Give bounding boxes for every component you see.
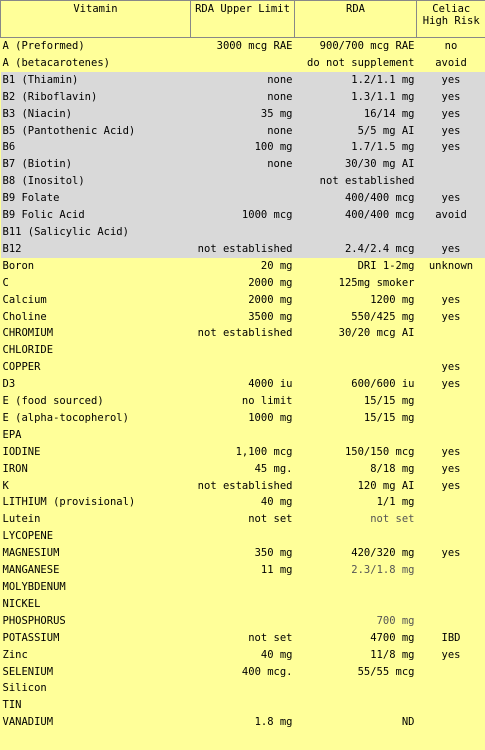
upper-limit-cell: 350 mg <box>254 547 293 560</box>
rda-cell: 8/18 mg <box>370 462 415 475</box>
header-row <box>1 1 485 38</box>
table-row <box>1 55 485 72</box>
upper-limit-cell <box>191 190 295 207</box>
upper-limit-cell: 1000 mcg <box>191 207 295 224</box>
rda-cell: 120 mg AI <box>357 479 415 492</box>
upper-limit-cell <box>191 613 295 630</box>
rda-cell: 5/5 mg AI <box>295 123 417 140</box>
upper-limit-cell: no limit <box>241 395 293 408</box>
nutrient-name: E (food sourced) <box>2 395 104 408</box>
table-row <box>1 596 485 613</box>
nutrient-name: COPPER <box>2 361 41 374</box>
rda-cell: 55/55 mcg <box>357 665 415 678</box>
celiac-cell: yes <box>417 241 485 258</box>
celiac-cell <box>417 173 485 190</box>
rda-cell: not established <box>295 173 417 190</box>
nutrient-name: Choline <box>2 310 47 323</box>
upper-limit-cell <box>191 173 295 190</box>
table-row <box>1 647 485 664</box>
celiac-cell: yes <box>441 445 461 458</box>
table-row <box>1 342 485 359</box>
nutrient-name: NICKEL <box>2 597 41 610</box>
celiac-cell: yes <box>417 106 485 123</box>
table-row <box>1 478 485 495</box>
celiac-cell <box>417 664 485 681</box>
rda-cell: 150/150 mcg <box>344 445 415 458</box>
upper-limit-cell <box>191 427 295 444</box>
table-row <box>1 72 485 89</box>
upper-limit-cell: 45 mg. <box>254 462 293 475</box>
celiac-cell <box>417 511 485 528</box>
table-row <box>1 359 485 376</box>
upper-limit-cell: 35 mg <box>191 106 295 123</box>
nutrient-name: Boron <box>2 259 35 272</box>
celiac-cell <box>417 613 485 630</box>
upper-limit-cell: 4000 iu <box>248 378 293 391</box>
table-row <box>1 38 485 55</box>
rda-cell: 700 mg <box>376 614 415 627</box>
table-row <box>1 292 485 309</box>
celiac-cell <box>417 528 485 545</box>
table-row <box>1 241 485 258</box>
rda-cell <box>295 697 417 714</box>
celiac-cell <box>417 325 485 342</box>
nutrient-name: IRON <box>2 462 28 475</box>
nutrient-name: B9 Folate <box>1 190 191 207</box>
rda-cell: 900/700 mcg RAE <box>319 40 415 52</box>
table-row <box>1 190 485 207</box>
table-row <box>1 106 485 123</box>
nutrient-name: A (Preformed) <box>2 40 85 52</box>
upper-limit-cell <box>191 224 295 241</box>
upper-limit-cell: 11 mg <box>260 564 293 577</box>
table-row <box>1 579 485 596</box>
upper-limit-cell: not established <box>191 241 295 258</box>
celiac-cell <box>417 680 485 697</box>
upper-limit-cell: 1,100 mcg <box>235 445 293 458</box>
upper-limit-cell: 40 mg <box>260 496 293 509</box>
rda-cell: 15/15 mg <box>363 411 415 424</box>
upper-limit-cell: 2000 mg <box>248 293 293 306</box>
rda-cell <box>295 359 417 376</box>
rda-cell: 30/30 mg AI <box>295 156 417 173</box>
rda-cell: 16/14 mg <box>295 106 417 123</box>
header-upper-limit: RDA Upper Limit <box>191 1 295 38</box>
rda-cell: 1/1 mg <box>376 496 415 509</box>
table-row <box>1 444 485 461</box>
table-row <box>1 528 485 545</box>
nutrient-name: TIN <box>2 699 22 712</box>
celiac-cell <box>417 224 485 241</box>
table-row <box>1 511 485 528</box>
upper-limit-cell: not set <box>248 513 293 526</box>
celiac-cell <box>417 156 485 173</box>
rda-cell: 1.2/1.1 mg <box>295 72 417 89</box>
celiac-cell: yes <box>441 547 461 560</box>
rda-cell: 125mg smoker <box>338 276 415 289</box>
nutrient-name: B5 (Pantothenic Acid) <box>1 123 191 140</box>
nutrient-name: A (betacarotenes) <box>2 56 110 69</box>
nutrient-name: B1 (Thiamin) <box>1 72 191 89</box>
celiac-cell: avoid <box>417 207 485 224</box>
nutrient-name: C <box>2 276 9 289</box>
rda-cell: 15/15 mg <box>363 395 415 408</box>
header-rda: RDA <box>295 1 417 38</box>
rda-cell: 2.4/2.4 mcg <box>295 241 417 258</box>
rda-cell: 550/425 mg <box>351 310 415 323</box>
nutrient-name: D3 <box>2 378 16 391</box>
rda-cell: DRI 1-2mg <box>357 259 415 272</box>
celiac-cell: unknown <box>428 259 474 272</box>
table-row <box>1 325 485 342</box>
table-row <box>1 156 485 173</box>
rda-cell: 2.3/1.8 mg <box>351 564 415 577</box>
rda-cell <box>295 528 417 545</box>
nutrient-name: Lutein <box>2 513 41 526</box>
celiac-cell <box>417 562 485 579</box>
nutrient-name: B11 (Salicylic Acid) <box>1 224 191 241</box>
rda-cell: 4700 mg <box>370 631 415 644</box>
table-row <box>1 275 485 292</box>
table-row <box>1 139 485 156</box>
rda-cell <box>295 596 417 613</box>
celiac-cell: IBD <box>441 631 461 644</box>
nutrient-name: IODINE <box>2 445 41 458</box>
rda-cell <box>295 342 417 359</box>
table-row <box>1 309 485 326</box>
celiac-cell <box>417 393 485 410</box>
header-vitamin: Vitamin <box>1 1 191 38</box>
nutrient-name: B6 <box>1 139 191 156</box>
celiac-cell <box>417 410 485 427</box>
nutrient-name: B8 (Inositol) <box>1 173 191 190</box>
nutrient-name: E (alpha-tocopherol) <box>2 411 129 424</box>
header-celiac-high-risk: Celiac High Risk <box>417 1 485 38</box>
nutrient-name: B12 <box>1 241 191 258</box>
rda-cell: 1.3/1.1 mg <box>295 89 417 106</box>
upper-limit-cell <box>191 596 295 613</box>
table-row <box>1 664 485 681</box>
celiac-cell: yes <box>441 293 461 306</box>
nutrient-name: LYCOPENE <box>2 530 54 543</box>
upper-limit-cell: not set <box>248 631 293 644</box>
rda-cell: 400/400 mcg <box>295 207 417 224</box>
table-row <box>1 461 485 478</box>
upper-limit-cell: not established <box>197 327 293 340</box>
celiac-cell: yes <box>417 139 485 156</box>
table-row <box>1 494 485 511</box>
celiac-cell: yes <box>417 123 485 140</box>
table-row <box>1 714 485 731</box>
rda-cell: 420/320 mg <box>351 547 415 560</box>
celiac-cell: yes <box>441 479 461 492</box>
rda-cell <box>295 680 417 697</box>
celiac-cell: yes <box>441 310 461 323</box>
celiac-cell <box>417 697 485 714</box>
nutrient-name: Calcium <box>2 293 47 306</box>
celiac-cell: yes <box>441 378 461 391</box>
table-row <box>1 376 485 393</box>
rda-cell: 400/400 mcg <box>295 190 417 207</box>
nutrient-name: VANADIUM <box>2 716 54 729</box>
table-row <box>1 258 485 275</box>
table-row <box>1 630 485 647</box>
celiac-cell <box>417 714 485 731</box>
celiac-cell <box>417 342 485 359</box>
celiac-cell: avoid <box>435 56 467 69</box>
celiac-cell: no <box>444 40 458 52</box>
table-row <box>1 123 485 140</box>
rda-cell: 11/8 mg <box>370 648 415 661</box>
nutrient-name: B7 (Biotin) <box>1 156 191 173</box>
nutrient-name: B2 (Riboflavin) <box>1 89 191 106</box>
rda-cell <box>295 224 417 241</box>
upper-limit-cell: none <box>191 156 295 173</box>
upper-limit-cell: 20 mg <box>260 259 293 272</box>
rda-cell: do not supplement <box>307 56 415 69</box>
nutrient-name: B9 Folic Acid <box>1 207 191 224</box>
nutrient-name: Zinc <box>2 648 28 661</box>
upper-limit-cell: 1000 mg <box>248 411 293 424</box>
upper-limit-cell: 1.8 mg <box>254 716 293 729</box>
upper-limit-cell <box>191 680 295 697</box>
upper-limit-cell <box>191 55 295 72</box>
celiac-cell: yes <box>441 648 461 661</box>
celiac-cell <box>417 494 485 511</box>
nutrient-name: Silicon <box>2 682 47 695</box>
celiac-cell: yes <box>441 462 461 475</box>
nutrient-name: MOLYBDENUM <box>2 581 66 593</box>
upper-limit-cell <box>191 359 295 376</box>
rda-cell: 30/20 mcg AI <box>338 327 415 340</box>
upper-limit-cell: 400 mcg. <box>241 665 293 678</box>
rda-cell: ND <box>401 716 415 729</box>
rda-cell: not set <box>370 513 415 526</box>
nutrient-name: MANGANESE <box>2 564 60 577</box>
nutrient-name: SELENIUM <box>2 665 54 678</box>
rda-cell <box>295 579 417 596</box>
table-row <box>1 613 485 630</box>
rda-cell: 600/600 iu <box>351 378 415 391</box>
upper-limit-cell <box>191 528 295 545</box>
nutrient-name: POTASSIUM <box>2 631 60 644</box>
upper-limit-cell: not established <box>197 479 293 492</box>
celiac-cell <box>417 427 485 444</box>
upper-limit-cell <box>191 342 295 359</box>
upper-limit-cell: none <box>191 72 295 89</box>
celiac-cell <box>417 275 485 292</box>
nutrient-name: EPA <box>2 428 22 441</box>
upper-limit-cell: none <box>191 89 295 106</box>
table-row <box>1 680 485 697</box>
table-row <box>1 224 485 241</box>
nutrient-name: CHROMIUM <box>2 327 54 340</box>
table-row <box>1 562 485 579</box>
table-row <box>1 89 485 106</box>
nutrient-name: LITHIUM (provisional) <box>2 496 136 509</box>
celiac-cell: yes <box>441 361 461 374</box>
celiac-cell: yes <box>417 72 485 89</box>
nutrient-name: CHLORIDE <box>2 344 54 357</box>
table-row <box>1 173 485 190</box>
table-row <box>1 697 485 714</box>
upper-limit-cell <box>191 697 295 714</box>
nutrient-name: MAGNESIUM <box>2 547 60 560</box>
celiac-cell <box>417 579 485 596</box>
nutrient-name: PHOSPHORUS <box>2 614 66 627</box>
table-row <box>1 207 485 224</box>
table-row <box>1 545 485 562</box>
celiac-cell <box>417 596 485 613</box>
upper-limit-cell: 100 mg <box>191 139 295 156</box>
upper-limit-cell: 3000 mcg RAE <box>216 40 293 52</box>
celiac-cell: yes <box>417 190 485 207</box>
upper-limit-cell: 2000 mg <box>248 276 293 289</box>
nutrient-name: K <box>2 479 9 492</box>
rda-cell: 1.7/1.5 mg <box>295 139 417 156</box>
upper-limit-cell <box>191 579 295 596</box>
celiac-cell: yes <box>417 89 485 106</box>
nutrient-name: B3 (Niacin) <box>1 106 191 123</box>
upper-limit-cell: 3500 mg <box>248 310 293 323</box>
table-row <box>1 393 485 410</box>
upper-limit-cell: none <box>191 123 295 140</box>
rda-cell: 1200 mg <box>370 293 415 306</box>
table-body <box>1 38 485 732</box>
table-row <box>1 410 485 427</box>
upper-limit-cell: 40 mg <box>260 648 293 661</box>
table-row <box>1 427 485 444</box>
rda-cell <box>295 427 417 444</box>
